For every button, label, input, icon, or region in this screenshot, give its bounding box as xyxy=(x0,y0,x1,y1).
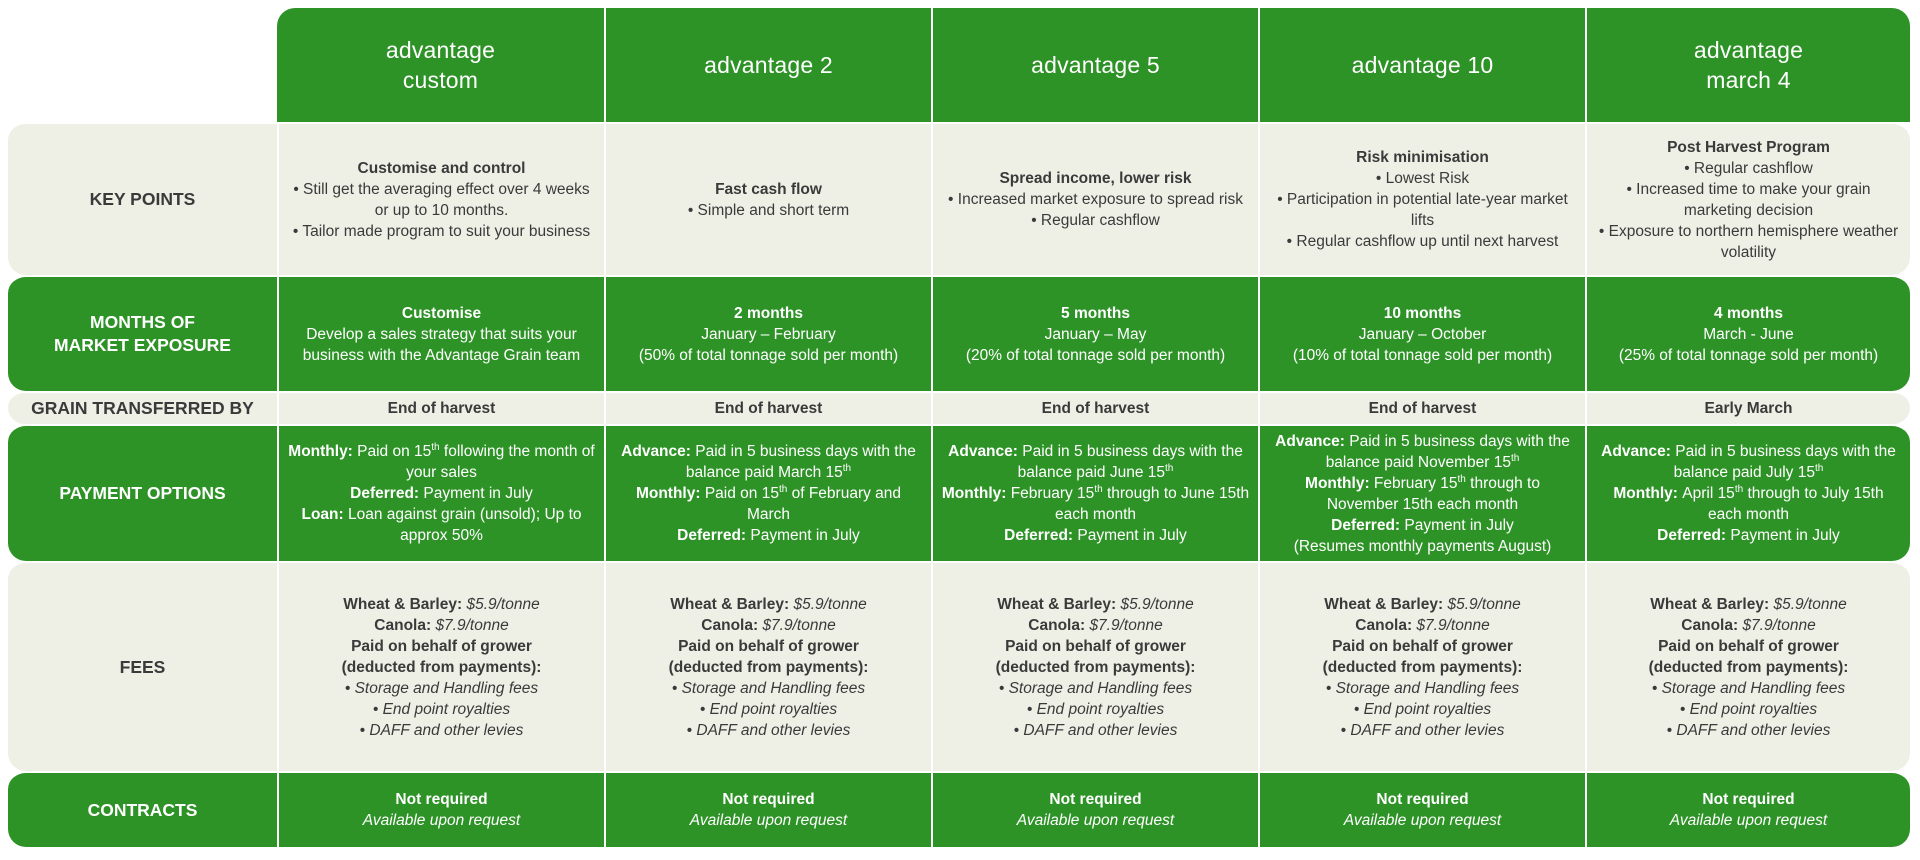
fee-wheat-value: $5.9/tonne xyxy=(466,595,540,613)
fee-canola xyxy=(1355,615,1489,636)
key-point-bullet: • Participation in potential late-year market lifts xyxy=(1277,191,1568,229)
fee-canola-label: Canola: xyxy=(1355,616,1417,634)
fee-item: • Storage and Handling fees xyxy=(998,679,1193,697)
fee-paid-line: (deducted from payments): xyxy=(995,658,1196,676)
fee-canola-value: $7.9/tonne xyxy=(1089,616,1163,634)
fee-wheat xyxy=(1324,594,1520,615)
months-title: Customise xyxy=(401,304,482,322)
payment-text: Payment in July xyxy=(1077,527,1187,544)
payment-option xyxy=(287,504,596,546)
fee-paid-line: Paid on behalf of grower xyxy=(678,637,859,655)
contracts-subtitle: Available upon request xyxy=(1343,812,1502,829)
payment-text: Paid in 5 business days with the balance paid June 15 xyxy=(1017,443,1243,481)
payment-label: Loan: xyxy=(301,506,348,523)
fee-item: • End point royalties xyxy=(1679,700,1818,718)
fee-canola xyxy=(701,615,835,636)
fee-item: • Storage and Handling fees xyxy=(344,679,539,697)
contracts-subtitle: Available upon request xyxy=(1016,812,1175,829)
payment-option xyxy=(1268,431,1577,473)
payment-label: Monthly: xyxy=(1305,474,1374,492)
payment-rest: following the month of your sales xyxy=(406,443,595,481)
key-point-bullet: • Regular cashflow xyxy=(1031,212,1160,229)
fee-item: • End point royalties xyxy=(699,700,838,718)
fee-wheat-label: Wheat & Barley: xyxy=(1324,595,1448,613)
payment-sup: th xyxy=(1734,483,1744,495)
payment-option xyxy=(1331,515,1514,536)
payment-label: Deferred: xyxy=(1004,527,1078,544)
months-cell xyxy=(931,275,1258,391)
grain-value: End of harvest xyxy=(714,400,823,417)
column-header-text: advantage xyxy=(1693,37,1804,63)
fee-paid-line: (deducted from payments): xyxy=(341,658,542,676)
fees-cell xyxy=(931,561,1258,771)
payment-label: Monthly: xyxy=(288,443,358,460)
payment-text: Loan against grain (unsold); Up to approx 50% xyxy=(347,506,582,544)
contracts-cell xyxy=(1258,771,1585,847)
payment-text: Paid in 5 business days with the balance paid March 15 xyxy=(685,443,916,481)
contracts-cell xyxy=(1585,771,1910,847)
row-label-fees xyxy=(8,561,277,771)
payment-text: Paid on 15 xyxy=(704,485,779,502)
grain-cell xyxy=(1258,391,1585,424)
payment-label: Deferred: xyxy=(677,527,751,544)
payment-sup: th xyxy=(1814,462,1824,474)
column-header-text: advantage 2 xyxy=(704,52,833,78)
payment-label: Deferred: xyxy=(350,485,424,502)
row-label-text: CONTRACTS xyxy=(87,799,198,820)
fee-paid-line: (deducted from payments): xyxy=(1322,658,1523,676)
key-point-bullet: • Increased market exposure to spread risk xyxy=(948,191,1243,208)
fee-wheat-label: Wheat & Barley: xyxy=(1650,595,1774,613)
comparison-table xyxy=(8,8,1910,847)
fee-canola-value: $7.9/tonne xyxy=(762,616,836,634)
fee-canola-value: $7.9/tonne xyxy=(435,616,509,634)
payment-label: Advance: xyxy=(948,443,1023,460)
fee-paid-line: (deducted from payments): xyxy=(668,658,869,676)
contracts-subtitle: Available upon request xyxy=(362,812,521,829)
payment-option xyxy=(1595,441,1902,483)
fee-item: • DAFF and other levies xyxy=(1340,721,1505,739)
contracts-title: Not required xyxy=(1049,791,1142,808)
fees-cell xyxy=(277,561,604,771)
fee-canola-label: Canola: xyxy=(374,616,436,634)
payment-text: February 15 xyxy=(1010,485,1095,502)
months-title: 4 months xyxy=(1714,304,1783,322)
payment-cell xyxy=(604,424,931,561)
grain-cell xyxy=(931,391,1258,424)
contracts-subtitle: Available upon request xyxy=(689,812,848,829)
payment-option xyxy=(1268,473,1577,515)
fee-paid-line: Paid on behalf of grower xyxy=(1658,637,1839,655)
fee-item: • DAFF and other levies xyxy=(1666,721,1831,739)
contracts-title: Not required xyxy=(1702,791,1795,808)
payment-label: Advance: xyxy=(1275,432,1350,450)
row-label-key-points xyxy=(8,122,277,275)
payment-sup: th xyxy=(431,441,440,453)
months-cell xyxy=(277,275,604,391)
payment-label: Deferred: xyxy=(1331,516,1405,534)
months-line: (50% of total tonnage sold per month) xyxy=(638,346,899,364)
payment-text: April 15 xyxy=(1682,485,1735,502)
payment-label: Advance: xyxy=(1601,443,1676,460)
column-header-text: advantage 5 xyxy=(1031,52,1160,78)
contracts-cell xyxy=(604,771,931,847)
column-header xyxy=(1258,8,1585,122)
months-line: Develop a sales strategy that suits your business with the Advantage Grain team xyxy=(302,325,581,364)
key-point-title: Fast cash flow xyxy=(715,180,822,198)
fees-cell xyxy=(1258,561,1585,771)
grain-value: End of harvest xyxy=(1368,400,1477,417)
fee-item: • End point royalties xyxy=(372,700,511,718)
column-header-text: custom xyxy=(402,67,479,93)
months-line: (20% of total tonnage sold per month) xyxy=(965,346,1226,364)
fee-canola xyxy=(1028,615,1162,636)
fee-wheat-value: $5.9/tonne xyxy=(793,595,867,613)
payment-rest: through to July 15th each month xyxy=(1708,485,1884,523)
payment-rest: through to June 15th each month xyxy=(1055,485,1250,523)
fee-wheat-label: Wheat & Barley: xyxy=(670,595,794,613)
row-label-text: KEY POINTS xyxy=(89,189,196,209)
fee-paid-line: Paid on behalf of grower xyxy=(1332,637,1513,655)
months-cell xyxy=(1258,275,1585,391)
fee-wheat xyxy=(670,594,866,615)
key-point-title: Customise and control xyxy=(357,159,526,177)
grain-cell xyxy=(1585,391,1910,424)
payment-text: Payment in July xyxy=(1404,516,1514,534)
column-header-text: advantage xyxy=(385,37,496,63)
months-title: 10 months xyxy=(1383,304,1462,322)
row-label-text: MARKET EXPOSURE xyxy=(54,335,231,355)
fee-paid-line: Paid on behalf of grower xyxy=(1005,637,1186,655)
contracts-subtitle: Available upon request xyxy=(1669,812,1828,829)
payment-option xyxy=(1657,525,1840,546)
payment-sup: th xyxy=(1094,483,1103,495)
fee-paid-line: (deducted from payments): xyxy=(1648,658,1849,676)
payment-label: Monthly: xyxy=(1613,485,1683,502)
payment-option xyxy=(1595,483,1902,525)
payment-cell xyxy=(931,424,1258,561)
row-label-payment xyxy=(8,424,277,561)
fee-wheat-value: $5.9/tonne xyxy=(1447,595,1521,613)
payment-option xyxy=(614,483,923,525)
row-label-contracts xyxy=(8,771,277,847)
fee-wheat-value: $5.9/tonne xyxy=(1120,595,1194,613)
payment-rest: through to November 15th each month xyxy=(1326,474,1540,513)
fee-item: • DAFF and other levies xyxy=(686,721,851,739)
payment-text: Paid on 15 xyxy=(357,443,432,460)
months-line: January – May xyxy=(1044,325,1147,343)
payment-option xyxy=(941,441,1250,483)
months-line: March - June xyxy=(1703,325,1794,343)
row-label-grain xyxy=(8,391,277,424)
payment-text: February 15 xyxy=(1373,474,1458,492)
payment-sup: th xyxy=(1457,473,1466,485)
months-line: (25% of total tonnage sold per month) xyxy=(1618,346,1879,364)
payment-label: Monthly: xyxy=(635,485,705,502)
fee-item: • Storage and Handling fees xyxy=(1325,679,1520,697)
payment-cell xyxy=(277,424,604,561)
payment-option xyxy=(350,483,533,504)
payment-text: Payment in July xyxy=(423,485,533,502)
column-header xyxy=(277,8,604,122)
column-header xyxy=(604,8,931,122)
key-point-bullet: • Regular cashflow up until next harvest xyxy=(1286,233,1559,250)
fee-item: • DAFF and other levies xyxy=(1013,721,1178,739)
fee-canola-label: Canola: xyxy=(1681,616,1743,634)
months-line: January – October xyxy=(1358,325,1487,343)
fee-canola-value: $7.9/tonne xyxy=(1416,616,1490,634)
key-points-cell xyxy=(604,122,931,275)
fee-wheat xyxy=(997,594,1193,615)
grain-cell xyxy=(277,391,604,424)
grain-value: Early March xyxy=(1704,400,1793,417)
fee-item: • End point royalties xyxy=(1353,700,1492,718)
grain-value: End of harvest xyxy=(387,400,496,417)
payment-text: Payment in July xyxy=(750,527,860,544)
fee-wheat xyxy=(343,594,539,615)
fee-canola-value: $7.9/tonne xyxy=(1742,616,1816,634)
payment-option xyxy=(614,441,923,483)
fee-wheat xyxy=(1650,594,1846,615)
payment-sup: th xyxy=(1165,462,1174,474)
contracts-cell xyxy=(931,771,1258,847)
column-header xyxy=(1585,8,1910,122)
key-point-bullet: • Still get the averaging effect over 4 weeks or up to 10 months. xyxy=(293,180,590,219)
grain-cell xyxy=(604,391,931,424)
key-points-cell xyxy=(931,122,1258,275)
row-label-text: GRAIN TRANSFERRED BY xyxy=(31,398,254,418)
payment-option xyxy=(1294,536,1552,557)
months-cell xyxy=(1585,275,1910,391)
key-points-cell xyxy=(1258,122,1585,275)
fees-cell xyxy=(604,561,931,771)
months-line: January – February xyxy=(701,325,836,343)
key-point-title: Post Harvest Program xyxy=(1667,138,1830,156)
fee-wheat-label: Wheat & Barley: xyxy=(343,595,467,613)
fee-canola xyxy=(374,615,508,636)
fee-canola xyxy=(1681,615,1815,636)
row-label-text: PAYMENT OPTIONS xyxy=(59,483,226,503)
grain-value: End of harvest xyxy=(1041,400,1150,417)
payment-text: Paid in 5 business days with the balance paid November 15 xyxy=(1325,432,1570,471)
key-point-title: Spread income, lower risk xyxy=(999,170,1192,187)
row-label-months xyxy=(8,275,277,391)
payment-option xyxy=(941,483,1250,525)
payment-option xyxy=(677,525,860,546)
payment-text: (Resumes monthly payments August) xyxy=(1293,537,1552,555)
contracts-title: Not required xyxy=(1376,791,1469,808)
payment-label: Advance: xyxy=(621,443,696,460)
fee-item: • Storage and Handling fees xyxy=(671,679,866,697)
payment-sup: th xyxy=(778,483,788,495)
key-point-bullet: • Increased time to make your grain marketing decision xyxy=(1626,180,1871,219)
payment-label: Deferred: xyxy=(1657,527,1731,544)
fee-item: • Storage and Handling fees xyxy=(1651,679,1846,697)
payment-cell xyxy=(1585,424,1910,561)
payment-text: Payment in July xyxy=(1730,527,1840,544)
months-line: (10% of total tonnage sold per month) xyxy=(1292,346,1553,364)
contracts-cell xyxy=(277,771,604,847)
fee-wheat-value: $5.9/tonne xyxy=(1773,595,1847,613)
payment-rest: of February and March xyxy=(746,485,902,523)
payment-cell xyxy=(1258,424,1585,561)
key-point-bullet: • Simple and short term xyxy=(687,201,850,219)
contracts-title: Not required xyxy=(395,791,488,808)
column-header-text: march 4 xyxy=(1706,67,1791,93)
contracts-title: Not required xyxy=(722,791,815,808)
months-title: 2 months xyxy=(734,304,803,322)
key-point-bullet: • Tailor made program to suit your business xyxy=(292,222,591,240)
key-points-cell xyxy=(1585,122,1910,275)
fee-canola-label: Canola: xyxy=(701,616,763,634)
column-header xyxy=(931,8,1258,122)
fee-paid-line: Paid on behalf of grower xyxy=(351,637,532,655)
column-header-text: advantage 10 xyxy=(1351,52,1494,78)
payment-text: Paid in 5 business days with the balance paid July 15 xyxy=(1673,443,1896,481)
payment-label: Monthly: xyxy=(941,485,1011,502)
payment-option xyxy=(287,441,596,483)
key-point-bullet: • Exposure to northern hemisphere weather volatility xyxy=(1598,222,1899,261)
payment-sup: th xyxy=(842,462,852,474)
header-blank xyxy=(8,8,277,122)
payment-sup: th xyxy=(1510,452,1520,464)
key-points-cell xyxy=(277,122,604,275)
months-cell xyxy=(604,275,931,391)
fee-item: • End point royalties xyxy=(1026,700,1165,718)
fees-cell xyxy=(1585,561,1910,771)
key-point-bullet: • Regular cashflow xyxy=(1684,159,1813,177)
fee-canola-label: Canola: xyxy=(1028,616,1090,634)
key-point-bullet: • Lowest Risk xyxy=(1375,170,1470,187)
months-title: 5 months xyxy=(1061,304,1130,322)
row-label-text: FEES xyxy=(119,656,166,677)
key-point-title: Risk minimisation xyxy=(1356,149,1489,166)
fee-wheat-label: Wheat & Barley: xyxy=(997,595,1121,613)
fee-item: • DAFF and other levies xyxy=(359,721,524,739)
row-label-text: MONTHS OF xyxy=(90,312,195,332)
payment-option xyxy=(1004,525,1187,546)
